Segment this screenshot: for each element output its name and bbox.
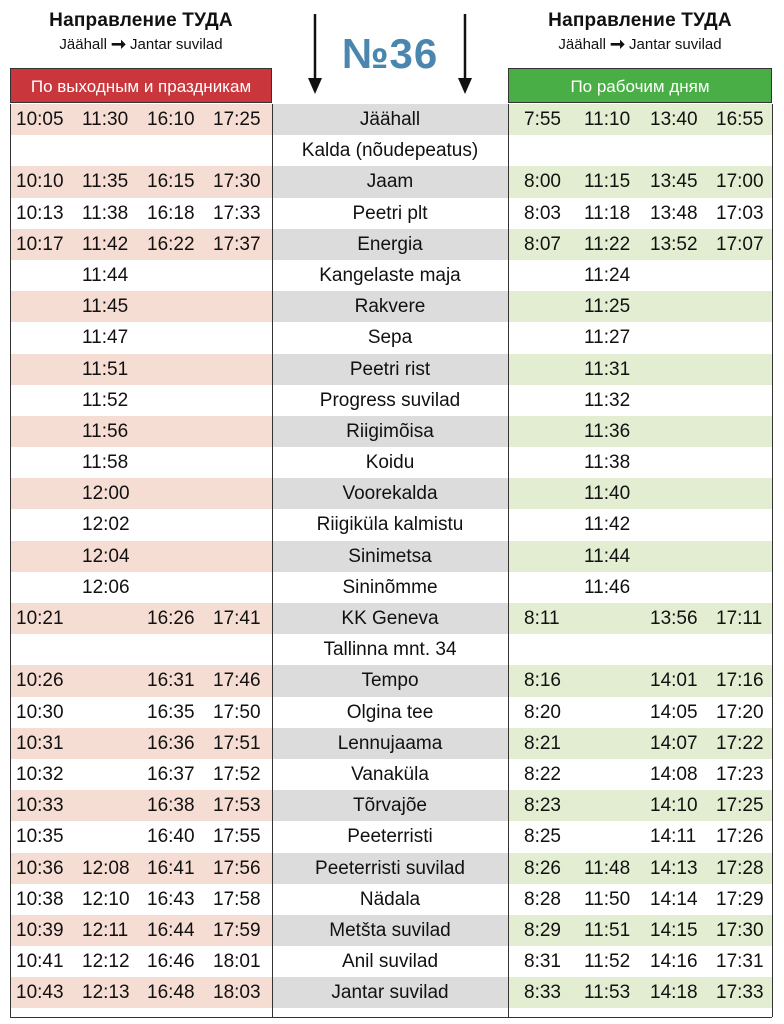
departure-time: 14:14 <box>650 888 698 910</box>
weekday-times <box>508 478 772 509</box>
route-number-block <box>272 0 508 100</box>
departure-time: 17:07 <box>716 233 764 255</box>
departure-time: 11:53 <box>584 982 631 1004</box>
departure-time: 10:33 <box>16 795 64 817</box>
departure-time: 8:07 <box>524 233 561 255</box>
departure-time: 8:25 <box>524 826 561 848</box>
stop-name: Peeterristi <box>347 826 433 848</box>
departure-time: 17:20 <box>716 701 764 723</box>
weekday-band: По рабочим дням <box>508 68 772 103</box>
departure-time: 13:56 <box>650 608 698 629</box>
weekday-times <box>508 291 772 322</box>
stop-name: Riigimõisa <box>272 416 508 447</box>
weekday-times <box>508 416 772 447</box>
stop-name: Riigiküla kalmistu <box>316 514 464 536</box>
stop-name: Vanaküla <box>351 763 429 785</box>
departure-time: 10:30 <box>16 701 64 723</box>
weekend-times <box>10 572 272 603</box>
departure-time: 10:10 <box>16 171 64 193</box>
down-arrow-icon <box>458 14 472 94</box>
timetable-row <box>10 385 772 416</box>
departure-time: 11:18 <box>584 202 631 224</box>
weekday-times <box>508 541 772 572</box>
stop-name: Sininõmme <box>342 576 438 598</box>
departure-time: 17:50 <box>213 701 261 723</box>
departure-time: 13:40 <box>650 109 698 130</box>
departure-time: 12:06 <box>82 576 130 598</box>
stop-name: Peetri plt <box>352 202 428 224</box>
departure-time: 16:48 <box>147 982 195 1004</box>
departure-time: 17:30 <box>213 171 261 193</box>
timetable-row <box>10 634 772 665</box>
departure-time: 8:33 <box>524 982 561 1004</box>
departure-time: 17:00 <box>716 171 764 193</box>
departure-time: 17:28 <box>716 857 764 879</box>
departure-time: 10:26 <box>16 670 64 692</box>
departure-time: 11:40 <box>584 483 631 505</box>
weekday-times <box>508 915 772 946</box>
route-from: Jäähall <box>59 35 107 53</box>
departure-time: 11:50 <box>584 888 631 910</box>
weekday-times <box>508 229 772 260</box>
weekend-holiday-band: По выходным и праздникам <box>10 68 272 103</box>
weekday-times <box>508 572 772 603</box>
timetable-row <box>10 541 772 572</box>
departure-time: 10:38 <box>16 888 64 910</box>
departure-time: 16:46 <box>147 951 195 973</box>
timetable-row <box>10 821 772 852</box>
weekday-times <box>508 977 772 1008</box>
weekend-times <box>10 665 272 696</box>
departure-time: 8:00 <box>524 171 561 193</box>
departure-time: 17:33 <box>716 982 764 1004</box>
departure-time: 8:28 <box>524 888 561 910</box>
departure-time: 11:42 <box>82 233 129 255</box>
stop-name: Peeterristi suvilad <box>272 853 508 884</box>
weekday-times <box>508 853 772 884</box>
weekday-times <box>508 354 772 385</box>
departure-time: 11:10 <box>584 109 631 130</box>
departure-time: 10:39 <box>16 919 64 941</box>
weekday-times <box>508 322 772 353</box>
route-to: Jantar suvilad <box>629 35 722 53</box>
departure-time: 11:45 <box>82 296 129 318</box>
departure-time: 10:36 <box>16 857 64 879</box>
departure-time: 18:01 <box>213 951 261 973</box>
weekday-times <box>508 385 772 416</box>
direction-route <box>10 35 272 53</box>
departure-time: 17:58 <box>213 888 261 910</box>
departure-time: 12:04 <box>82 545 130 567</box>
departure-time: 11:24 <box>584 264 631 286</box>
stop-name: Anil suvilad <box>341 951 439 973</box>
weekend-times <box>10 104 272 135</box>
departure-time: 11:38 <box>584 452 631 474</box>
stop-name: Kalda (nõudepeatus) <box>301 140 479 162</box>
timetable-row <box>10 759 772 790</box>
weekend-times <box>10 354 272 385</box>
weekday-times <box>508 603 772 634</box>
timetable-row <box>10 728 772 759</box>
timetable-row <box>10 260 772 291</box>
departure-time: 16:40 <box>147 826 195 848</box>
departure-time: 12:02 <box>82 514 130 536</box>
departure-time: 8:23 <box>524 795 561 817</box>
table-bottom-border <box>10 1017 772 1018</box>
stop-name: Tempo <box>272 665 508 696</box>
stop-name: Sepa <box>367 327 413 349</box>
stop-name: Energia <box>272 229 508 260</box>
departure-time: 10:05 <box>16 109 64 130</box>
departure-time: 17:51 <box>213 732 261 754</box>
departure-time: 16:31 <box>147 670 195 692</box>
timetable-grid <box>10 104 772 1008</box>
departure-time: 17:26 <box>716 826 764 848</box>
departure-time: 14:13 <box>650 857 698 879</box>
timetable-row <box>10 478 772 509</box>
table-divider <box>508 104 509 1017</box>
departure-time: 10:13 <box>16 202 64 224</box>
departure-time: 11:42 <box>584 514 631 536</box>
stop-name: Sinimetsa <box>272 541 508 572</box>
departure-time: 13:45 <box>650 171 698 193</box>
departure-time: 16:15 <box>147 171 195 193</box>
direction-title: Направление ТУДА <box>548 10 732 31</box>
departure-time: 11:15 <box>584 171 631 193</box>
stop-name: Tallinna mnt. 34 <box>323 639 457 661</box>
departure-time: 14:10 <box>650 795 698 817</box>
timetable-row <box>10 354 772 385</box>
right-arrow-icon: ➞ <box>609 34 626 54</box>
departure-time: 8:29 <box>524 919 561 941</box>
stop-name: Rakvere <box>272 291 508 322</box>
weekend-times <box>10 447 272 478</box>
departure-time: 16:26 <box>147 608 195 629</box>
weekend-times <box>10 385 272 416</box>
departure-time: 11:47 <box>82 327 129 349</box>
weekday-times <box>508 697 772 728</box>
weekend-times <box>10 634 272 665</box>
departure-time: 17:59 <box>213 919 261 941</box>
departure-time: 17:30 <box>716 919 764 941</box>
departure-time: 17:37 <box>213 233 261 255</box>
departure-time: 11:31 <box>584 358 631 380</box>
departure-time: 12:10 <box>82 888 130 910</box>
departure-time: 16:35 <box>147 701 195 723</box>
departure-time: 16:41 <box>147 857 195 879</box>
weekend-times <box>10 853 272 884</box>
departure-time: 7:55 <box>524 109 561 130</box>
timetable-row <box>10 229 772 260</box>
weekday-times <box>508 198 772 229</box>
timetable-row <box>10 135 772 166</box>
departure-time: 10:31 <box>16 732 64 754</box>
departure-time: 12:13 <box>82 982 130 1004</box>
departure-time: 12:11 <box>82 919 129 941</box>
departure-time: 12:08 <box>82 857 130 879</box>
route-to: Jantar suvilad <box>130 35 223 53</box>
departure-time: 17:53 <box>213 795 261 817</box>
table-divider <box>272 104 273 1017</box>
departure-time: 12:00 <box>82 483 130 505</box>
timetable-row <box>10 166 772 197</box>
departure-time: 17:46 <box>213 670 261 692</box>
timetable-row <box>10 665 772 696</box>
stop-name: Tõrvajõe <box>272 790 508 821</box>
route-number: №36 <box>341 30 439 77</box>
stop-name: Progress suvilad <box>319 389 461 411</box>
timetable-row <box>10 104 772 135</box>
timetable-row <box>10 291 772 322</box>
stop-name: Koidu <box>365 452 415 474</box>
departure-time: 14:11 <box>650 826 697 848</box>
weekday-times <box>508 884 772 915</box>
table-border <box>10 104 11 1017</box>
stop-name: KK Geneva <box>272 603 508 634</box>
timetable-row <box>10 416 772 447</box>
departure-time: 10:41 <box>16 951 64 973</box>
departure-time: 12:12 <box>82 951 130 973</box>
departure-time: 11:58 <box>82 452 129 474</box>
weekend-times <box>10 728 272 759</box>
weekend-times <box>10 198 272 229</box>
timetable-row <box>10 697 772 728</box>
weekend-times <box>10 790 272 821</box>
departure-time: 14:16 <box>650 951 698 973</box>
weekday-times <box>508 166 772 197</box>
departure-time: 11:30 <box>82 109 129 130</box>
stop-name: Metšta suvilad <box>272 915 508 946</box>
departure-time: 17:22 <box>716 732 764 754</box>
departure-time: 11:32 <box>584 389 631 411</box>
weekend-times <box>10 135 272 166</box>
departure-time: 11:38 <box>82 202 129 224</box>
weekend-times <box>10 603 272 634</box>
departure-time: 16:44 <box>147 919 195 941</box>
stop-name: Jäähall <box>272 104 508 135</box>
departure-time: 11:52 <box>584 951 631 973</box>
timetable-row <box>10 915 772 946</box>
weekend-times <box>10 322 272 353</box>
stop-name: Jantar suvilad <box>272 977 508 1008</box>
departure-time: 11:51 <box>82 358 129 380</box>
departure-time: 17:25 <box>213 109 261 130</box>
departure-time: 14:18 <box>650 982 698 1004</box>
weekend-times <box>10 260 272 291</box>
weekday-direction-header <box>508 0 772 68</box>
departure-time: 11:51 <box>584 919 631 941</box>
departure-time: 14:05 <box>650 701 698 723</box>
departure-time: 8:26 <box>524 857 561 879</box>
weekday-times <box>508 821 772 852</box>
departure-time: 11:22 <box>584 233 631 255</box>
table-border <box>772 104 773 1017</box>
weekend-times <box>10 416 272 447</box>
timetable-row <box>10 198 772 229</box>
departure-time: 10:17 <box>16 233 64 255</box>
timetable-row <box>10 447 772 478</box>
departure-time: 11:44 <box>584 545 631 567</box>
departure-time: 16:36 <box>147 732 195 754</box>
right-arrow-icon: ➞ <box>110 34 127 54</box>
weekend-times <box>10 821 272 852</box>
departure-time: 8:31 <box>524 951 561 973</box>
departure-time: 17:11 <box>716 608 763 629</box>
weekend-direction-header <box>10 0 272 68</box>
departure-time: 17:55 <box>213 826 261 848</box>
departure-time: 16:10 <box>147 109 195 130</box>
timetable-row <box>10 509 772 540</box>
departure-time: 11:27 <box>584 327 631 349</box>
departure-time: 10:35 <box>16 826 64 848</box>
departure-time: 17:23 <box>716 763 764 785</box>
weekend-times <box>10 166 272 197</box>
departure-time: 11:52 <box>82 389 129 411</box>
departure-time: 11:25 <box>584 296 631 318</box>
departure-time: 11:48 <box>584 857 631 879</box>
departure-time: 17:31 <box>716 951 764 973</box>
weekend-times <box>10 478 272 509</box>
weekend-times <box>10 229 272 260</box>
weekday-times <box>508 509 772 540</box>
direction-route <box>508 35 772 53</box>
timetable-row <box>10 790 772 821</box>
departure-time: 8:11 <box>524 608 560 629</box>
weekday-times <box>508 665 772 696</box>
departure-time: 17:29 <box>716 888 764 910</box>
stop-name: Nädala <box>359 888 421 910</box>
weekend-times <box>10 977 272 1008</box>
timetable-row <box>10 322 772 353</box>
departure-time: 16:18 <box>147 202 195 224</box>
weekday-times <box>508 728 772 759</box>
stop-name: Jaam <box>272 166 508 197</box>
stop-name: Lennujaama <box>272 728 508 759</box>
departure-time: 18:03 <box>213 982 261 1004</box>
departure-time: 11:46 <box>584 576 631 598</box>
departure-time: 11:36 <box>584 420 631 442</box>
departure-time: 8:22 <box>524 763 561 785</box>
departure-time: 11:56 <box>82 420 129 442</box>
weekend-times <box>10 541 272 572</box>
departure-time: 16:22 <box>147 233 195 255</box>
weekend-times <box>10 759 272 790</box>
departure-time: 16:38 <box>147 795 195 817</box>
timetable-row <box>10 853 772 884</box>
timetable-row <box>10 884 772 915</box>
departure-time: 16:43 <box>147 888 195 910</box>
departure-time: 13:52 <box>650 233 698 255</box>
departure-time: 14:07 <box>650 732 698 754</box>
weekday-times <box>508 104 772 135</box>
departure-time: 10:43 <box>16 982 64 1004</box>
departure-time: 8:16 <box>524 670 561 692</box>
weekend-times <box>10 946 272 977</box>
weekend-times <box>10 697 272 728</box>
departure-time: 8:21 <box>524 732 561 754</box>
weekend-times <box>10 915 272 946</box>
weekday-times <box>508 634 772 665</box>
departure-time: 17:56 <box>213 857 261 879</box>
stop-name: Peetri rist <box>272 354 508 385</box>
departure-time: 16:55 <box>716 109 764 130</box>
timetable-row <box>10 572 772 603</box>
weekend-times <box>10 509 272 540</box>
departure-time: 8:20 <box>524 701 561 723</box>
timetable-row <box>10 946 772 977</box>
departure-time: 13:48 <box>650 202 698 224</box>
timetable-row <box>10 977 772 1008</box>
departure-time: 8:03 <box>524 202 561 224</box>
route-from: Jäähall <box>558 35 606 53</box>
weekend-times <box>10 291 272 322</box>
weekday-times <box>508 759 772 790</box>
weekday-times <box>508 447 772 478</box>
departure-time: 17:33 <box>213 202 261 224</box>
departure-time: 17:16 <box>716 670 764 692</box>
stop-name: Kangelaste maja <box>319 264 461 286</box>
weekday-times <box>508 790 772 821</box>
weekday-times <box>508 946 772 977</box>
departure-time: 11:44 <box>82 264 129 286</box>
weekend-times <box>10 884 272 915</box>
stop-name: Voorekalda <box>272 478 508 509</box>
departure-time: 10:32 <box>16 763 64 785</box>
departure-time: 14:08 <box>650 763 698 785</box>
departure-time: 16:37 <box>147 763 195 785</box>
departure-time: 11:35 <box>82 171 129 193</box>
stop-name: Olgina tee <box>346 701 434 723</box>
departure-time: 14:01 <box>650 670 698 692</box>
departure-time: 14:15 <box>650 919 698 941</box>
departure-time: 17:25 <box>716 795 764 817</box>
direction-title: Направление ТУДА <box>49 10 233 31</box>
weekday-times <box>508 260 772 291</box>
departure-time: 17:52 <box>213 763 261 785</box>
departure-time: 10:21 <box>16 608 64 629</box>
departure-time: 17:41 <box>213 608 261 629</box>
timetable-row <box>10 603 772 634</box>
weekday-times <box>508 135 772 166</box>
departure-time: 17:03 <box>716 202 764 224</box>
